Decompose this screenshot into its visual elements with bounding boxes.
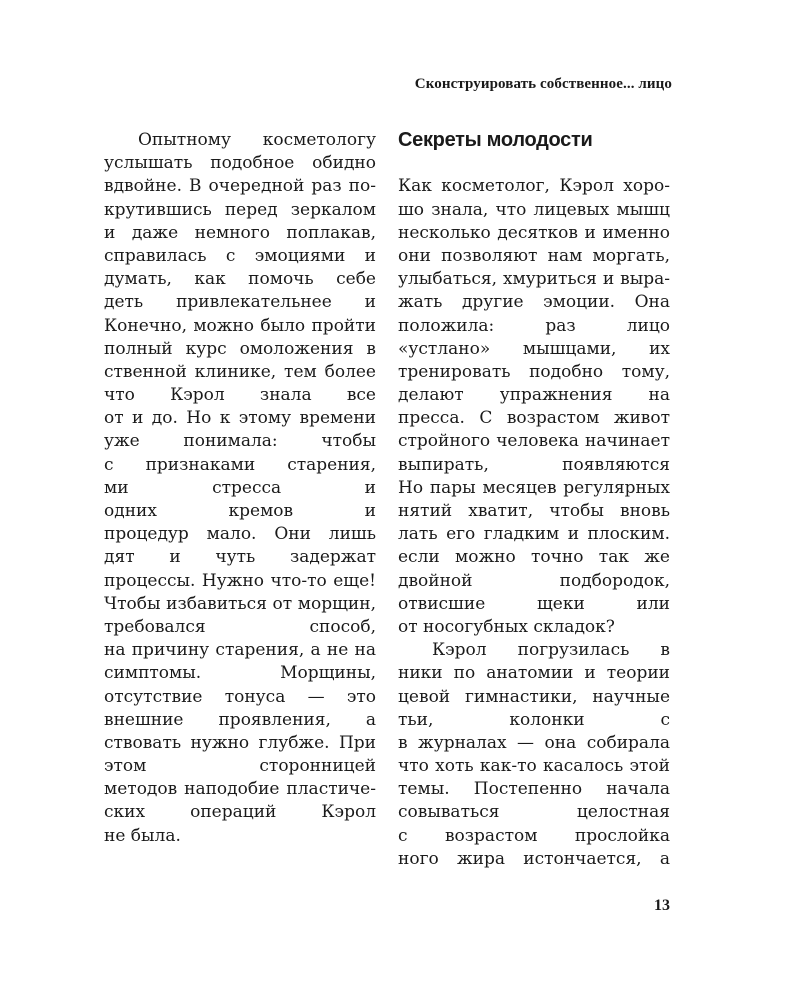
text-line: методов наподобие пластиче- xyxy=(104,779,376,800)
text-line: с возрастом прослойка xyxy=(398,825,670,846)
paragraph-1 xyxy=(398,175,670,639)
text-line: и даже немного поплакав, xyxy=(104,222,376,243)
text-line: что Кэрол знала все xyxy=(104,385,376,406)
text-line: с признаками старения, xyxy=(104,454,376,475)
text-line: одних кремов и xyxy=(104,501,376,521)
text-line: тьи, колонки с xyxy=(398,709,670,730)
text-line: Но пары месяцев регулярных xyxy=(398,477,670,498)
text-line: полный курс омоложения в xyxy=(104,338,376,359)
text-line: крутившись перед зеркалом xyxy=(104,199,376,220)
text-line: несколько десятков и именно xyxy=(398,222,670,243)
running-head: Сконструировать собственное... лицо xyxy=(414,76,672,92)
text-line: ного жира истончается, а xyxy=(398,848,670,869)
text-line: Конечно, можно было пройти xyxy=(104,315,376,336)
text-line: от и до. Но к этому времени xyxy=(104,408,376,429)
text-line: шо знала, что лицевых мышц xyxy=(398,199,670,220)
text-line: на причину старения, а не на xyxy=(104,640,376,661)
text-line: Как косметолог, Кэрол хоро- xyxy=(398,176,670,197)
text-line: стройного человека начинает xyxy=(398,431,670,452)
text-line: от носогубных складок? xyxy=(398,616,615,637)
text-line: ники по анатомии и теории xyxy=(398,663,670,684)
text-line: ми стресса и xyxy=(104,477,376,498)
text-line: нятий хватит, чтобы вновь xyxy=(398,501,670,521)
left-column xyxy=(104,129,376,848)
text-line: «устлано» мышцами, их xyxy=(398,338,670,359)
text-line: Чтобы избавиться от морщин, xyxy=(104,593,376,614)
text-line: думать, как помочь себе xyxy=(104,269,376,290)
text-line: жать другие эмоции. Она xyxy=(398,292,670,313)
text-line: справилась с эмоциями и xyxy=(104,245,376,266)
paragraph-2 xyxy=(398,639,670,871)
right-column xyxy=(398,129,670,871)
text-line: ственной клинике, тем более xyxy=(104,361,376,382)
text-line: положила: раз лицо xyxy=(398,315,670,336)
text-line: деть привлекательнее и xyxy=(104,292,376,313)
text-line: симптомы. Морщины, xyxy=(104,663,376,684)
text-line: отсутствие тонуса — это xyxy=(104,686,376,707)
page-number: 13 xyxy=(654,897,670,914)
text-line: Кэрол погрузилась в xyxy=(432,640,670,661)
text-line: двойной подбородок, xyxy=(398,570,670,591)
text-line: улыбаться, хмуриться и выра- xyxy=(398,269,670,290)
text-line: уже понимала: чтобы xyxy=(104,431,376,452)
text-line: если можно точно так же xyxy=(398,547,670,568)
text-line: пресса. С возрастом живот xyxy=(398,408,670,429)
text-line: темы. Постепенно начала xyxy=(398,779,670,800)
text-line: процедур мало. Они лишь xyxy=(104,524,376,545)
text-line: совываться целостная xyxy=(398,802,670,823)
text-line: услышать подобное обидно xyxy=(104,153,376,174)
text-line: не была. xyxy=(104,825,181,846)
text-line: дят и чуть задержат xyxy=(104,547,376,568)
text-line: ствовать нужно глубже. При xyxy=(104,732,376,753)
text-line: что хоть как-то касалось этой xyxy=(398,756,670,777)
text-line: лать его гладким и плоским. xyxy=(398,524,670,545)
text-line: Опытному косметологу xyxy=(138,130,376,150)
text-line: выпирать, появляются xyxy=(398,454,670,475)
text-line: отвисшие щеки или xyxy=(398,593,670,614)
section-heading: Секреты молодости xyxy=(398,129,593,151)
text-line: требовался способ, xyxy=(104,616,376,637)
text-line: тренировать подобно тому, xyxy=(398,361,670,382)
text-line: этом сторонницей xyxy=(104,756,376,777)
text-line: процессы. Нужно что-то еще! xyxy=(104,570,376,591)
text-line: ских операций Кэрол xyxy=(104,802,376,823)
text-line: внешние проявления, а xyxy=(104,709,376,730)
text-line: вдвойне. В очередной раз по- xyxy=(104,176,376,197)
text-line: в журналах — она собирала xyxy=(398,732,670,753)
text-line: цевой гимнастики, научные xyxy=(398,686,670,707)
text-line: делают упражнения на xyxy=(398,385,670,406)
text-line: они позволяют нам моргать, xyxy=(398,245,670,266)
